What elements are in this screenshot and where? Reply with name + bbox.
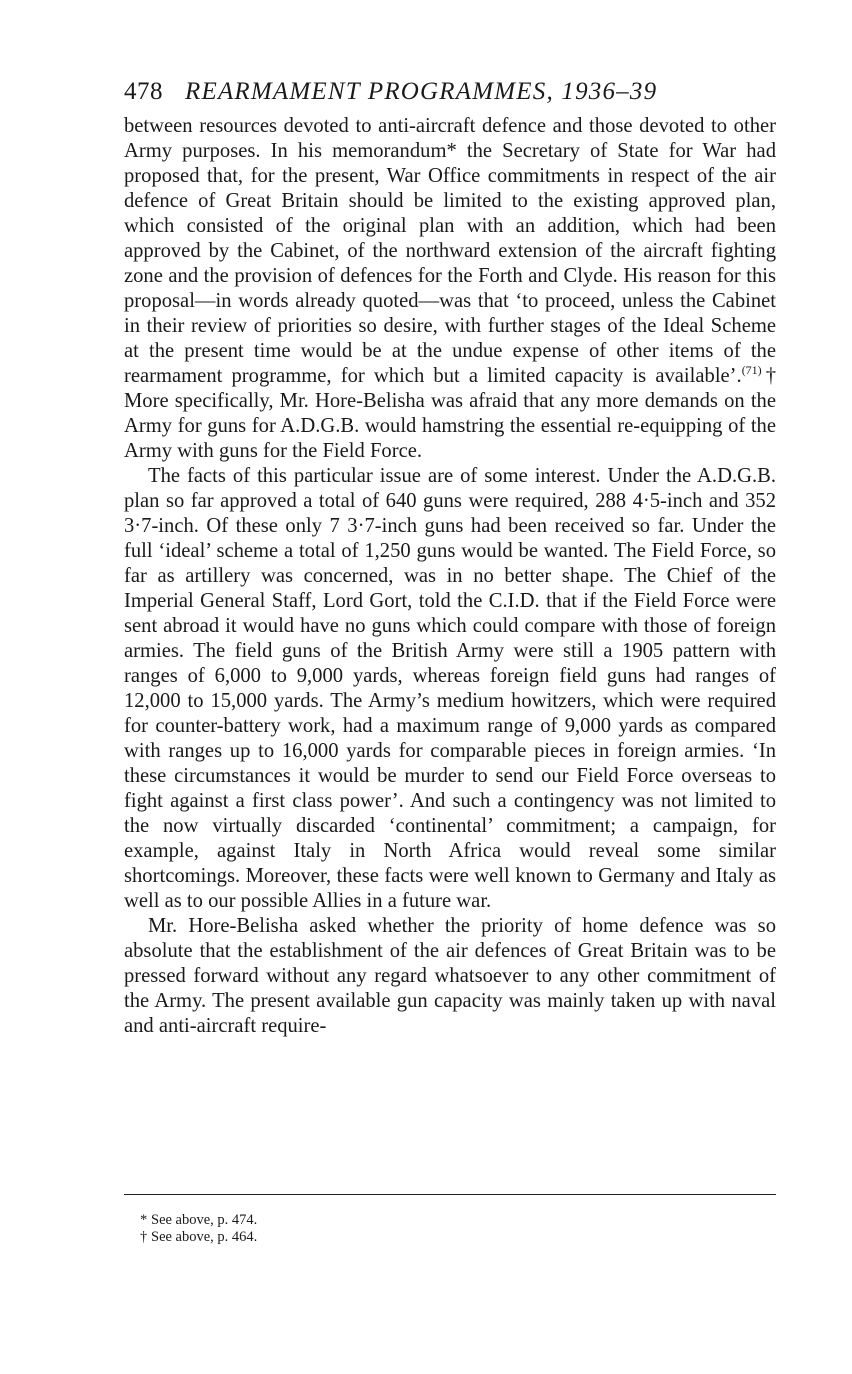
book-page [124, 74, 776, 1039]
footnote [140, 1212, 257, 1229]
footnote-text: See above, p. 474. [151, 1212, 258, 1228]
footnote-mark: † [140, 1229, 148, 1245]
running-head [124, 74, 776, 110]
footnote-mark: * [140, 1212, 148, 1228]
footnotes [140, 1212, 257, 1246]
paragraph: The facts of this particular issue are of some interest. Under the A.D.G.B. plan so far approved a total of 640 guns were required, 288 4·5-inch and 352 3·7-inch. Of these only 7 3·7-inch guns had been received so far. Under the full ‘ideal’ scheme a total of 1,250 guns would be wanted. The Field Force, so far as artillery was concerned, was in no better shape. The Chief of the Imperial General Staff, Lord Gort, told the C.I.D. that if the Field Force were sent abroad it would have no guns which could compare with those of foreign armies. The field guns of the British Army were still a 1905 pattern with ranges of 6,000 to 9,000 yards, whereas foreign field guns had ranges of 12,000 to 15,000 yards. The Army’s medium howitzers, which were required for counter-battery work, had a maximum range of 9,000 yards as compared with ranges up to 16,000 yards for comparable pieces in foreign armies. ‘In these circumstances it would be murder to send our Field Force overseas to fight against a first class power’. And such a contingency was not limited to the now virtually discarded ‘continental’ commitment; a campaign, for example, against Italy in North Africa would reveal some similar shortcomings. Moreover, these facts were well known to Germany and Italy as well as to our possible Allies in a future war. [124, 465, 776, 912]
paragraph: Mr. Hore-Belisha asked whether the priority of home defence was so absolute that the establishment of the air defences of Great Britain was to be pressed forward without any regard whatsoever to any other commitment of the Army. The present available gun capacity was mainly taken up with naval and anti-aircraft require- [124, 915, 776, 1037]
paragraph [124, 114, 776, 464]
running-title: REARMAMENT PROGRAMMES, 1936–39 [185, 78, 658, 105]
paragraph-text: † More specifically, Mr. Hore-Belisha was afraid that any more demands on the Army for guns for A.D.G.B. would hamstring the essential re-equipping of the Army with guns for the Field Force. [124, 365, 776, 462]
footnote-divider [124, 1194, 776, 1195]
body-text [124, 114, 776, 1039]
footnote-text: See above, p. 464. [151, 1229, 258, 1245]
source-note-reference: (71) [741, 363, 762, 377]
footnote [140, 1229, 257, 1246]
paragraph-text: between resources devoted to anti-aircraft defence and those devoted to other Army purposes. In his memorandum* the Secretary of State for War had proposed that, for the present, War Office commitments in respect of the air defence of Great Britain should be limited to the existing approved plan, which consisted of the original plan with an addition, which had been approved by the Cabinet, of the northward extension of the aircraft fighting zone and the provision of defences for the Forth and Clyde. His reason for this proposal—in words already quoted—was that ‘to proceed, unless the Cabinet in their review of priorities so desire, with further stages of the Ideal Scheme at the present time would be at the undue expense of other items of the rearmament programme, for which but a limited capacity is available’. [124, 115, 776, 387]
page-number: 478 [124, 78, 163, 105]
